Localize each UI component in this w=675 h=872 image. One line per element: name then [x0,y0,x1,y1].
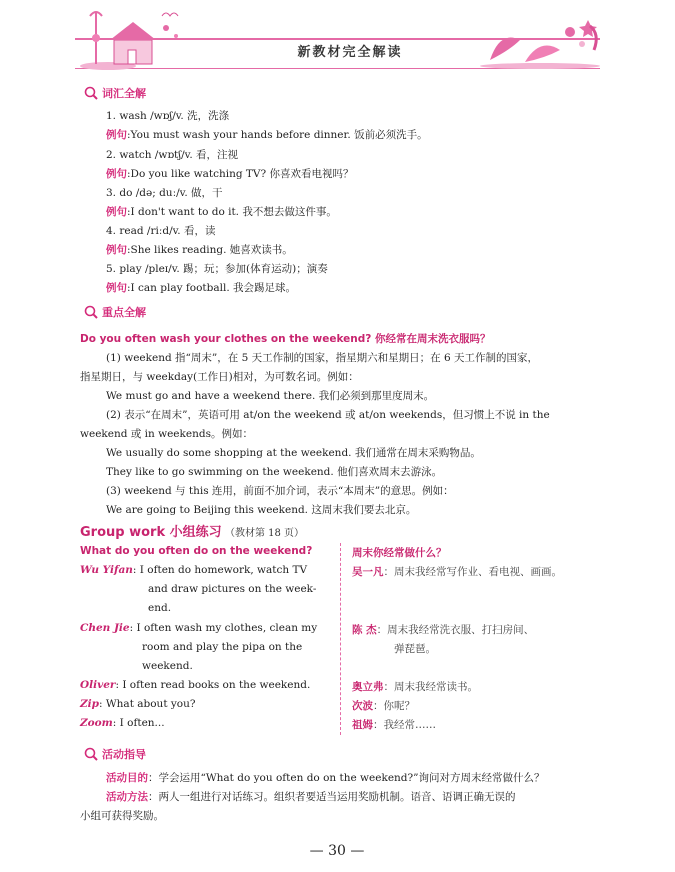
speaker-name: Zoom [80,717,113,729]
activity-heading [84,746,146,762]
flower-decoration-icon [470,10,610,70]
speaker-name: 奥立弗 [352,681,384,693]
keypoint-p1-line1: (1) weekend 指“周末”，在 5 天工作制的国家，指星期六和星期日；在 6 天工作制的国家， [106,352,538,364]
vocab-example-4: 例句:She likes reading. 她喜欢读书。 [106,244,293,256]
vocab-example-1 [106,127,428,142]
dialog-en-line: weekend. [142,660,193,672]
magnifier-icon [84,305,98,319]
keypoints-heading [84,304,146,320]
activity-heading-text: 活动指导 [102,748,146,761]
keypoints-heading-text: 重点全解 [102,306,146,319]
header-title: 新教材完全解读 [297,45,403,60]
groupwork-textbook-note: （教材第 18 页） [224,528,305,539]
example-text: I can play football. 我会踢足球。 [130,282,297,294]
activity-method-label: 活动方法 [106,791,148,803]
vocab-example-5: 例句:I can play football. 我会踢足球。 [106,282,297,294]
keypoint-example: We must go and have a weekend there. 我们必须到那里度周末。 [106,390,435,402]
example-label: 例句 [106,244,127,256]
dialog-en-line [80,698,196,710]
keypoint-example: We usually do some shopping at the weekend. 我们通常在周末采购物品。 [106,447,481,459]
dialog-cn-line [352,564,562,579]
vocab-example-2: 例句:Do you like watching TV? 你喜欢看电视吗？ [106,168,354,180]
speaker-name: Zip [80,698,99,710]
magnifier-icon [84,86,98,100]
example-text: : [127,129,131,141]
groupwork-question-cn: 周末你经常做什么？ [352,547,447,559]
dialog-en-line [80,622,317,634]
example-text: You must wash your hands before dinner. 饭前必须洗手。 [130,129,428,141]
dialog-text: ：你呢？ [373,700,415,712]
activity-method-line2: 小组可获得奖励。 [80,810,164,822]
dialog-text: : I often do homework, watch TV [132,564,308,576]
example-text: She likes reading. 她喜欢读书。 [130,244,293,256]
activity-method-text: ：两人一组进行对话练习。组织者要适当运用奖励机制。语音、语调正确无误的 [148,791,516,803]
dialog-text: ：周末我经常洗衣服、打扫房间、 [376,624,535,636]
dialog-en-line [80,679,310,691]
keypoint-example: They like to go swimming on the weekend. 他们喜欢周末去游泳。 [106,466,443,478]
vocab-entry-4: 4. read /riːd/v. 看，读 [106,225,216,237]
keypoint-p3: (3) weekend 与 this 连用，前面不加介词，表示“本周末”的意思。例如： [106,485,454,497]
speaker-name: 陈 杰 [352,624,377,636]
dialog-cn-line [352,679,478,694]
keypoint-p2-line1: (2) 表示“在周末”，英语可用 at/on the weekend 或 at/on weekends，但习惯上不说 in the [106,409,550,421]
dialog-text: : I often read books on the weekend. [115,679,311,691]
dialog-text: ：我经常…… [373,719,436,731]
dialog-en-line: end. [148,602,172,614]
activity-goal [106,770,545,785]
dialog-text: ：周末我经常写作业、看电视、画画。 [383,566,562,578]
dialog-text: ：周末我经常读书。 [383,681,478,693]
vocab-entry-3: 3. do /də; duː/v. 做，干 [106,187,223,199]
keypoint-p2-line2: weekend 或 in weekends。例如： [80,428,253,440]
speaker-name: Oliver [80,679,116,691]
vocab-entry-5: 5. play /pleɪ/v. 踢；玩；参加(体育运动)；演奏 [106,263,328,275]
page-number: — 30 — [309,843,365,859]
dialog-cn-line [352,698,415,713]
vocab-heading [84,85,146,101]
activity-goal-label: 活动目的 [106,772,148,784]
dialog-text: : I often wash my clothes, clean my [129,622,318,634]
house-decoration-icon [78,8,188,70]
vocab-entry-2: 2. watch /wɒtʃ/v. 看，注视 [106,149,239,161]
example-label: 例句 [106,129,127,141]
vocab-entry-1: 1. wash /wɒʃ/v. 洗，洗涤 [106,110,230,122]
dialog-en-line: and draw pictures on the week- [148,583,317,595]
example-label: 例句 [106,282,127,294]
speaker-name: Chen Jie [80,622,130,634]
dialog-en-line: room and play the pipa on the [142,641,303,653]
activity-goal-text: ：学会运用“What do you often do on the weekend?”询问对方周末经常做什么？ [148,772,545,784]
example-label: 例句 [106,168,127,180]
magnifier-icon [84,747,98,761]
groupwork-title-row [80,521,304,540]
dialog-en-line [80,564,307,576]
keypoint-question: Do you often wash your clothes on the weekend? 你经常在周末洗衣服吗？ [80,333,491,345]
speaker-name: 吴一凡 [352,566,384,578]
column-divider [340,543,341,735]
dialog-cn-line [352,717,436,732]
dialog-text: : I often... [112,717,165,729]
vocab-heading-text: 词汇全解 [102,87,146,100]
groupwork-title: Group work 小组练习 [80,525,222,540]
dialog-cn-line [352,622,534,637]
speaker-name: 祖姆 [352,719,373,731]
keypoint-example: We are going to Beijing this weekend. 这周末我们要去北京。 [106,504,417,516]
example-text: I don't want to do it. 我不想去做这件事。 [130,206,337,218]
groupwork-question-en: What do you often do on the weekend? [80,545,313,557]
example-label: 例句 [106,206,127,218]
speaker-name: 次波 [352,700,373,712]
keypoint-p1-line2: 指星期日，与 weekday(工作日)相对，为可数名词。例如： [80,371,359,383]
vocab-example-3: 例句:I don't want to do it. 我不想去做这件事。 [106,206,337,218]
dialog-cn-line: 弹琵琶。 [394,643,436,655]
dialog-en-line [80,717,165,729]
example-text: Do you like watching TV? 你喜欢看电视吗？ [130,168,354,180]
speaker-name: Wu Yifan [80,564,133,576]
dialog-text: : What about you? [99,698,196,710]
activity-method [106,789,516,804]
